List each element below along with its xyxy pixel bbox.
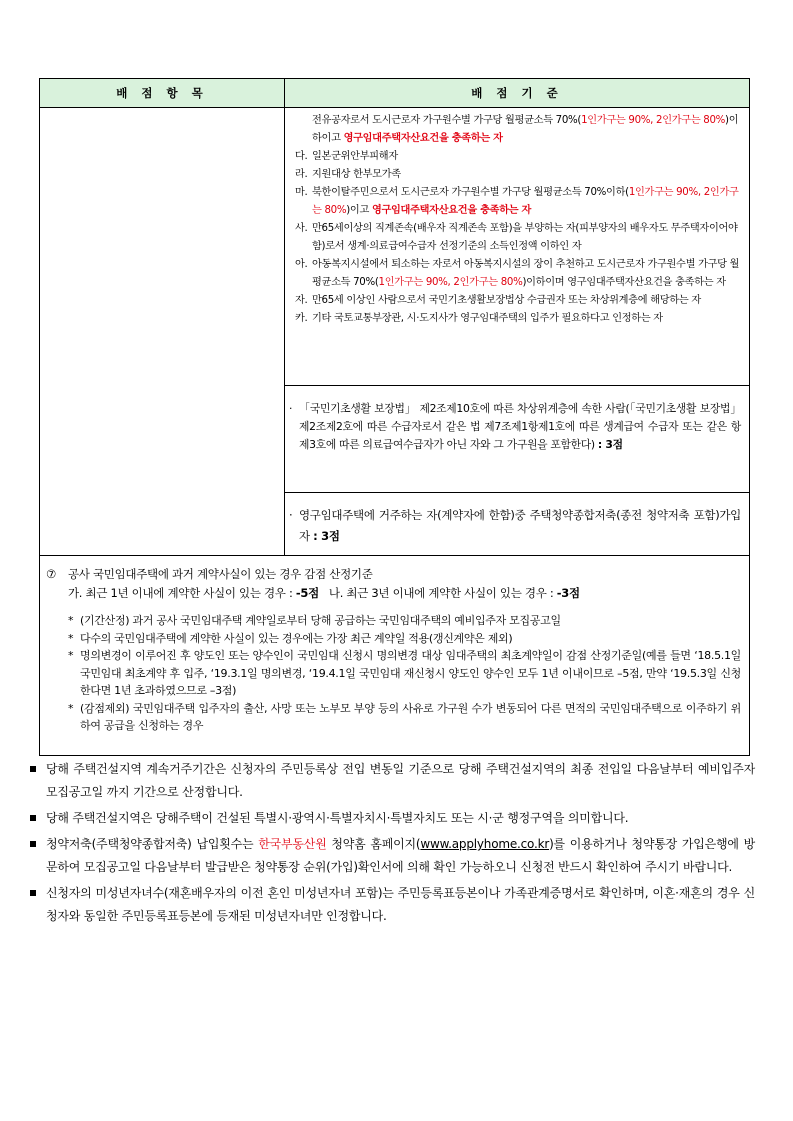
- near-poverty-text: 「국민기초생활 보장법」 제2조제10호에 따른 차상위계층에 속한 사람(「국민기초생활 보장법」 제2조제2호에 따른 수급자로서 같은 법 제7조제1항제1호에 따른 생계급여 수급자 또는 같은 항 제3호에 따른 의료급여수급자가 아닌 자와 그 가구원을 포함한다): [299, 402, 741, 451]
- list-item: 신청자의 미성년자녀수(재혼배우자의 이전 혼인 미성년자녀 포함)는 주민등록표등본이나 가족관계증명서로 확인하며, 이혼·재혼의 경우 신청자와 동일한 주민등록표등본에 등재된 미성년자녀만 인정합니다.: [30, 882, 755, 928]
- empty-item-cell: [40, 108, 285, 556]
- criteria-item-ja: 자. 만65세 이상인 사람으로서 국민기초생활보장법상 수급권자 또는 차상위계층에 해당하는 자: [295, 295, 701, 306]
- criteria-item-ka: 카. 기타 국토교통부장관, 시·도지사가 영구임대주택의 입주가 필요하다고 인정하는 자: [295, 313, 663, 324]
- square-bullet-icon: [30, 815, 36, 821]
- list-item: 청약저축(주택청약종합저축) 납입횟수는 한국부동산원 청약홈 홈페이지(www.applyhome.co.kr)를 이용하거나 청약통장 가입은행에 방문하여 모집공고일 다음날부터 발급받은 청약통장 순위(가입)확인서에 의해 확인 가능하오니 신청전 반드시 확인하여 주시기 바랍니다.: [30, 833, 755, 879]
- notice-bullets: [30, 758, 755, 931]
- near-poverty-score: : 3점: [597, 438, 623, 451]
- list-item: * 명의변경이 이루어진 후 양도인 또는 양수인이 국민임대 신청시 명의변경 대상 임대주택의 최초계약일이 감점 산정기준일(예를 들면 ‘18.5.1일 국민임대 최초계약 후 입주, ‘19.3.1일 명의변경, ‘19.4.1일 국민임대 재신청시 양도인 양수인 모두 1년 이내이므로 –5점, 만약 ‘19.5.3일 신청한다면 1년 초과하였으므로 –3점): [68, 649, 741, 697]
- table-header-row: [40, 79, 750, 108]
- deduction-section-cell: [40, 556, 750, 756]
- deduction-title: ⑦ 공사 국민임대주택에 과거 계약사실이 있는 경우 감점 산정기준: [46, 567, 373, 581]
- savings-cell: · 영구임대주택에 거주하는 자(계약자에 한함)중 주택청약종합저축(종전 청약저축 포함)가입자 : 3점: [285, 493, 750, 556]
- square-bullet-icon: [30, 890, 36, 896]
- table-row: [40, 108, 750, 386]
- deduction-rules: 가. 최근 1년 이내에 계약한 사실이 있는 경우 : -5점 나. 최근 3년 이내에 계약한 사실이 있는 경우 : -3점: [68, 586, 580, 600]
- criteria-item-ra: 라. 지원대상 한부모가족: [295, 169, 401, 180]
- header-scoring-item: 배 점 항 목: [40, 79, 285, 108]
- scoring-table: [39, 78, 750, 756]
- list-item: 당해 주택건설지역은 당해주택이 건설된 특별시·광역시·특별자치시·특별자치도 또는 시·군 행정구역을 의미합니다.: [30, 807, 755, 830]
- table-row: [40, 556, 750, 756]
- list-item: * (감점제외) 국민임대주택 입주자의 출산, 사망 또는 노부모 부양 등의 사유로 가구원 수가 변동되어 다른 면적의 국민임대주택으로 이주하기 위하여 공급을 신청하는 경우: [68, 701, 741, 732]
- savings-text: 영구임대주택에 거주하는 자(계약자에 한함)중 주택청약종합저축(종전 청약저축 포함)가입자: [299, 508, 741, 543]
- criteria-item-da: 다. 일본군위안부피해자: [295, 151, 398, 162]
- applyhome-link[interactable]: www.applyhome.co.kr: [420, 837, 550, 851]
- criteria-list-cell: [285, 108, 750, 386]
- list-item: * 다수의 국민임대주택에 계약한 사실이 있는 경우에는 가장 최근 계약일 적용(갱신계약은 제외): [68, 631, 513, 645]
- agency-name: 한국부동산원: [258, 837, 327, 851]
- header-scoring-criteria: 배 점 기 준: [285, 79, 750, 108]
- criteria-item-ma: 마. 북한이탈주민으로서 도시근로자 가구원수별 가구당 월평균소득 70%이하(1인가구는 90%, 2인가구는 80%)이고 영구임대주택자산요건을 충족하는 자: [295, 187, 739, 216]
- list-item: * (기간산정) 과거 공사 국민임대주택 계약일로부터 당해 공급하는 국민임대주택의 예비입주자 모집공고일: [68, 614, 561, 627]
- savings-score: : 3점: [313, 529, 340, 543]
- square-bullet-icon: [30, 841, 36, 847]
- deduction-notes: [46, 612, 741, 735]
- square-bullet-icon: [30, 766, 36, 772]
- criteria-item-a: 아. 아동복지시설에서 퇴소하는 자로서 아동복지시설의 장이 추천하고 도시근로자 가구원수별 가구당 월평균소득 70%(1인가구는 90%, 2인가구는 80%)이하이며 영구임대주택자산요건을 충족하는 자: [295, 259, 740, 288]
- criteria-item-sa: 사. 만65세이상의 직계존속(배우자 직계존속 포함)을 부양하는 자(피부양자의 배우자도 무주택자이어야 함)로서 생계·의료급여수급자 선정기준의 소득인정액 이하인 자: [295, 223, 738, 252]
- near-poverty-cell: · 「국민기초생활 보장법」 제2조제10호에 따른 차상위계층에 속한 사람(「국민기초생활 보장법」 제2조제2호에 따른 수급자로서 같은 법 제7조제1항제1호에 따른 생계급여 수급자 또는 같은 항 제3호에 따른 의료급여수급자가 아닌 자와 그 가구원을 포함한다) : 3점: [285, 386, 750, 493]
- criteria-continued: 전유공자로서 도시근로자 가구원수별 가구당 월평균소득 70%(1인가구는 90%, 2인가구는 80%)이하이고 영구임대주택자산요건을 충족하는 자: [312, 115, 739, 144]
- list-item: 당해 주택건설지역 계속거주기간은 신청자의 주민등록상 전입 변동일 기준으로 당해 주택건설지역의 최종 전입일 다음날부터 예비입주자 모집공고일 까지 기간으로 산정합니다.: [30, 758, 755, 804]
